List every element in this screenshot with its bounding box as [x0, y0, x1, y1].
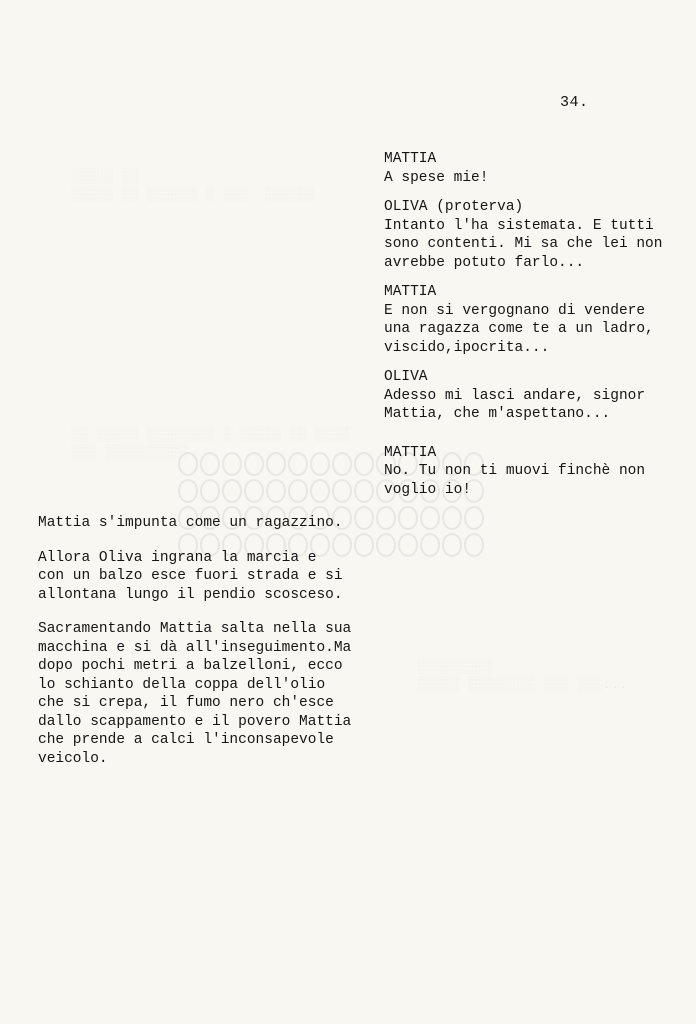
- action-line: Mattia s'impunta come un ragazzino.: [38, 515, 343, 531]
- dialogue-block: [384, 150, 684, 187]
- action-line: lo schianto della coppa dell'olio: [38, 676, 326, 693]
- dialogue-line: voglio io!: [384, 481, 472, 498]
- action-line: veicolo.: [38, 750, 108, 767]
- action-paragraph: [38, 549, 378, 605]
- speaker-name: OLIVA: [384, 369, 428, 385]
- action-line: dopo pochi metri a balzelloni, ecco: [38, 658, 343, 674]
- speaker-name: OLIVA (proterva): [384, 199, 524, 215]
- dialogue-line: sono contenti. Mi sa che lei non: [384, 236, 663, 252]
- action-line: Allora Oliva ingrana la marcia e: [38, 549, 317, 566]
- speaker-name: MATTIA: [384, 444, 437, 461]
- page-number: 34.: [560, 94, 589, 111]
- action-line: che prende a calci l'inconsapevole: [38, 732, 334, 748]
- dialogue-line: una ragazza come te a un ladro,: [384, 321, 654, 337]
- dialogue-line: Intanto l'ha sistemata. E tutti: [384, 217, 654, 234]
- dialogue-column: [384, 150, 684, 510]
- action-line: dallo scappamento e il povero Mattia: [38, 713, 352, 730]
- action-line: che si crepa, il fumo nero ch'esce: [38, 695, 334, 711]
- action-paragraph: [38, 514, 378, 533]
- dialogue-line: A spese mie!: [384, 169, 489, 186]
- dialogue-line: No. Tu non ti muovi finchè non: [384, 463, 646, 479]
- bleed-through-text: ░░░░░░░░░ ░░░░░ ░░░░░░░░ ░░░ ░░░...: [417, 659, 628, 693]
- action-line: allontana lungo il pendio scosceso.: [38, 586, 343, 603]
- dialogue-line: avrebbe potuto farlo...: [384, 254, 585, 271]
- dialogue-line: viscido,ipocrita...: [384, 339, 550, 356]
- speaker-name: MATTIA: [384, 284, 437, 300]
- action-line: Sacramentando Mattia salta nella sua: [38, 621, 352, 637]
- bleed-through-text: ░░ ░░░░░ ░░░░░░░░ ░ ░░░░░ ░░ ░░░░ ░░░ ░░░░░░░░░░: [71, 427, 349, 461]
- action-column: [38, 514, 378, 784]
- action-paragraph: [38, 620, 378, 768]
- speaker-name: MATTIA: [384, 151, 437, 167]
- dialogue-line: Adesso mi lasci andare, signor: [384, 387, 646, 404]
- dialogue-block: [384, 198, 684, 272]
- dialogue-line: Mattia, che m'aspettano...: [384, 406, 611, 422]
- action-line: macchina e si dà all'inseguimento.Ma: [38, 639, 352, 656]
- bleed-through-text: ░░░░░ ░░ ░░░░░ ░░ ░░░░░░ ░ ░░░ ░░░░░░: [71, 169, 316, 203]
- dialogue-block: [384, 283, 684, 357]
- dialogue-line: E non si vergognano di vendere: [384, 302, 646, 319]
- dialogue-block: [384, 444, 684, 500]
- action-line: con un balzo esce fuori strada e si: [38, 568, 343, 584]
- dialogue-block: [384, 368, 684, 424]
